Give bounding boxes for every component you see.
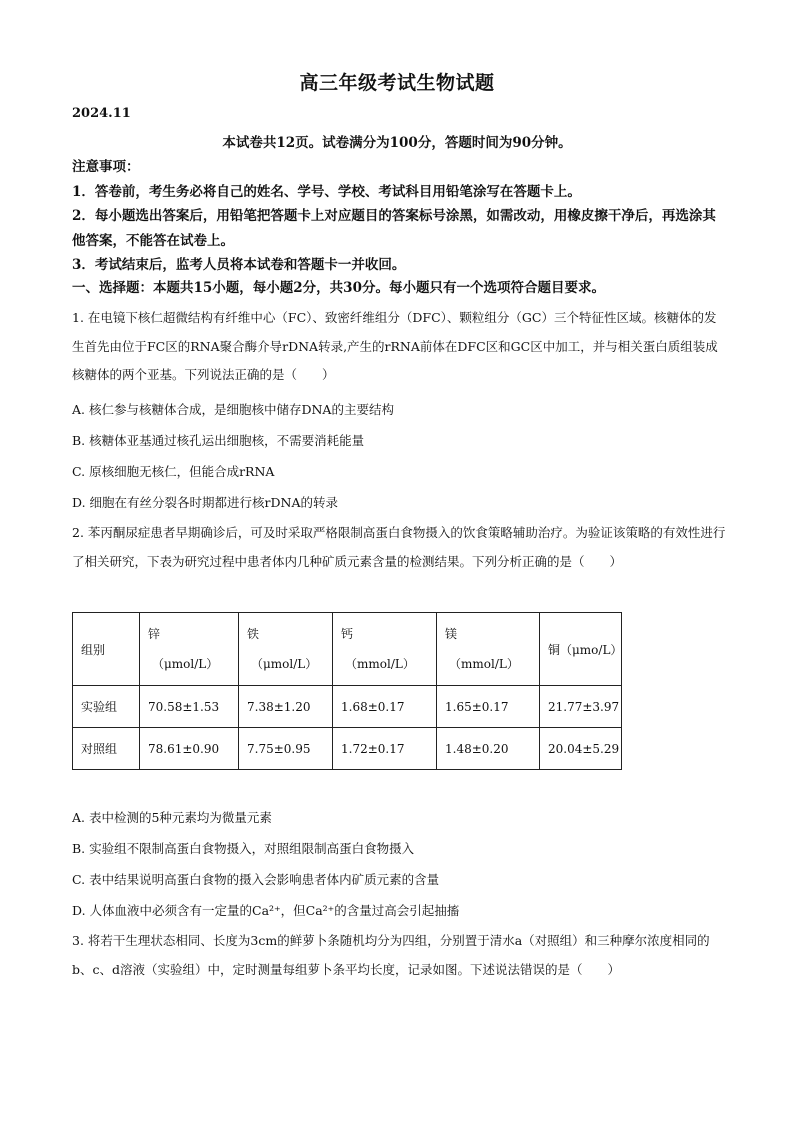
question-1-option-b: B. 核糖体亚基通过核孔运出细胞核，不需要消耗能量	[72, 433, 365, 448]
question-2-option-c: C. 表中结果说明高蛋白食物的摄入会影响患者体内矿质元素的含量	[72, 872, 440, 887]
notice-item-3: 3．考试结束后，监考人员将本试卷和答题卡一并收回。	[72, 257, 406, 273]
table-cell: 78.61±0.90	[140, 728, 239, 770]
mineral-table	[72, 612, 622, 770]
table-cell: 1.72±0.17	[333, 728, 437, 770]
table-row	[73, 728, 622, 770]
table-header-cell: 钙 （mmol/L）	[333, 613, 437, 686]
notice-item-1: 1．答卷前，考生务必将自己的姓名、学号、学校、考试科目用铅笔涂写在答题卡上。	[72, 183, 581, 200]
notice-item-2: 2．每小题选出答案后，用铅笔把答题卡上对应题目的答案标号涂黑，如需改动，用橡皮擦干净后，再选涂其他答案，不能答在试卷上。	[72, 208, 716, 249]
table-cell: 7.38±1.20	[239, 686, 333, 728]
table-cell-group: 实验组	[73, 686, 140, 728]
table-cell: 20.04±5.29	[540, 728, 622, 770]
table-row	[73, 686, 622, 728]
question-1-stem: 1. 在电镜下核仁超微结构有纤维中心（FC）、致密纤维组分（DFC）、颗粒组分（GC）三个特征性区域。核糖体的发生首先由位于FC区的RNA聚合酶介导rDNA转录,产生的rRNA前体在DFC区和GC区中加工，并与相关蛋白质组装成核糖体的两个亚基。下列说法正确的是（ ）	[72, 310, 718, 382]
page-title: 高三年级考试生物试题	[299, 72, 495, 94]
question-1-option-a: A. 核仁参与核糖体合成，是细胞核中储存DNA的主要结构	[72, 402, 394, 417]
table-header-cell: 铁 （μmol/L）	[239, 613, 333, 686]
table-header-cell: 铜（μmo/L）	[540, 613, 622, 686]
question-2-option-d: D. 人体血液中必须含有一定量的Ca²⁺，但Ca²⁺的含量过高会引起抽搐	[72, 903, 460, 918]
table-header-row	[73, 613, 622, 686]
table-corner: 组别	[73, 613, 140, 686]
question-2-option-b: B. 实验组不限制高蛋白食物摄入，对照组限制高蛋白食物摄入	[72, 841, 415, 856]
table-cell: 70.58±1.53	[140, 686, 239, 728]
table-cell: 1.48±0.20	[437, 728, 540, 770]
section-heading: 一、选择题：本题共15小题，每小题2分，共30分。每小题只有一个选项符合题目要求。	[72, 280, 605, 296]
question-2-option-a: A. 表中检测的5种元素均为微量元素	[72, 810, 272, 825]
question-1-option-c: C. 原核细胞无核仁，但能合成rRNA	[72, 464, 275, 479]
exam-summary: 本试卷共12页。试卷满分为100分，答题时间为90分钟。	[222, 135, 572, 151]
question-2-stem: 2. 苯丙酮尿症患者早期确诊后，可及时采取严格限制高蛋白食物摄入的饮食策略辅助治疗。为验证该策略的有效性进行了相关研究，下表为研究过程中患者体内几种矿质元素含量的检测结果。下列分析正确的是（ ）	[72, 525, 726, 569]
table-cell: 21.77±3.97	[540, 686, 622, 728]
table-cell: 1.65±0.17	[437, 686, 540, 728]
exam-date: 2024.11	[72, 106, 131, 121]
table-cell: 7.75±0.95	[239, 728, 333, 770]
notice-block	[72, 155, 728, 278]
notice-heading: 注意事项：	[72, 159, 140, 175]
question-1-option-d: D. 细胞在有丝分裂各时期都进行核rDNA的转录	[72, 495, 338, 510]
table-cell: 1.68±0.17	[333, 686, 437, 728]
table-header-cell: 锌 （μmol/L）	[140, 613, 239, 686]
question-3-stem: 3. 将若干生理状态相同、长度为3cm的鲜萝卜条随机均分为四组，分别置于清水a（对照组）和三种摩尔浓度相同的b、c、d溶液（实验组）中，定时测量每组萝卜条平均长度，记录如图。下述说法错误的是（ ）	[72, 933, 710, 977]
table-header-cell: 镁 （mmol/L）	[437, 613, 540, 686]
table-cell-group: 对照组	[73, 728, 140, 770]
